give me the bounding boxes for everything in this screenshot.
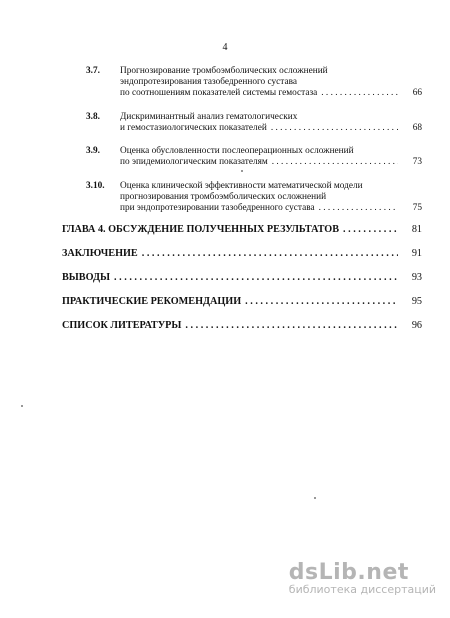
page-ref: 75 bbox=[412, 203, 422, 214]
section-title bbox=[120, 66, 422, 100]
section-title-line: прогнозирования тромбоэмболических осложнений bbox=[120, 192, 327, 203]
page-ref: 81 bbox=[411, 224, 422, 235]
section-number: 3.8. bbox=[86, 112, 100, 122]
section-title bbox=[120, 146, 422, 168]
toc-conclusion bbox=[62, 248, 422, 259]
chapter-title: СПИСОК ЛИТЕРАТУРЫ bbox=[62, 320, 182, 331]
watermark-subtitle: библиотека диссертаций bbox=[288, 583, 436, 596]
chapter-title: ГЛАВА 4. ОБСУЖДЕНИЕ ПОЛУЧЕННЫХ РЕЗУЛЬТАТОВ bbox=[62, 224, 340, 235]
section-number: 3.7. bbox=[86, 66, 100, 76]
section-number: 3.9. bbox=[86, 146, 100, 156]
page-ref: 66 bbox=[412, 88, 422, 99]
leader-dots bbox=[272, 157, 398, 168]
page-ref: 91 bbox=[411, 248, 422, 259]
watermark-logo: dsLib.net bbox=[288, 560, 409, 585]
leader-dots bbox=[185, 320, 398, 331]
section-title-line: Оценка обусловленности послеоперационных осложнений bbox=[120, 146, 354, 156]
toc-entry-3-9 bbox=[86, 146, 422, 168]
section-title-line: эндопротезирования тазобедренного сустава bbox=[120, 77, 297, 88]
page-number: 4 bbox=[222, 42, 228, 53]
leader-dots bbox=[142, 248, 398, 259]
toc-entry-3-8 bbox=[86, 112, 422, 134]
section-title bbox=[120, 112, 422, 134]
page-ref: 95 bbox=[411, 296, 422, 307]
toc-findings bbox=[62, 272, 422, 283]
page-ref: 93 bbox=[411, 272, 422, 283]
section-title bbox=[120, 181, 422, 215]
scan-speck bbox=[241, 170, 243, 172]
scan-speck bbox=[21, 405, 23, 407]
toc-entry-3-10 bbox=[86, 181, 422, 215]
section-title-line: по соотношениям показателей системы гемостаза bbox=[120, 88, 318, 99]
toc-chapter-4 bbox=[62, 224, 422, 235]
section-title-line: Оценка клинической эффективности математической модели bbox=[120, 181, 363, 191]
section-title-line: и гемостазиологических показателей bbox=[120, 123, 267, 134]
section-title-line: по эпидемиологическим показателям bbox=[120, 157, 268, 168]
chapter-title: ВЫВОДЫ bbox=[62, 272, 111, 283]
scan-speck bbox=[314, 497, 316, 499]
toc-references bbox=[62, 320, 422, 331]
leader-dots bbox=[271, 123, 398, 134]
section-number: 3.10. bbox=[86, 181, 105, 191]
leader-dots bbox=[245, 296, 398, 307]
leader-dots bbox=[114, 272, 398, 283]
section-title-line: при эндопротезировании тазобедренного сустава bbox=[120, 203, 315, 214]
leader-dots bbox=[321, 88, 398, 99]
watermark bbox=[289, 560, 436, 596]
section-title-line: Дискриминантный анализ гематологических bbox=[120, 112, 298, 122]
page-ref: 96 bbox=[411, 320, 422, 331]
toc-recommendations bbox=[62, 296, 422, 307]
toc-entry-3-7 bbox=[86, 66, 422, 100]
leader-dots bbox=[319, 203, 398, 214]
page-ref: 68 bbox=[412, 123, 422, 134]
leader-dots bbox=[343, 224, 398, 235]
chapter-title: ЗАКЛЮЧЕНИЕ bbox=[62, 248, 138, 259]
section-title-line: Прогнозирование тромбоэмболических осложнений bbox=[120, 66, 328, 76]
page-ref: 73 bbox=[412, 157, 422, 168]
chapter-title: ПРАКТИЧЕСКИЕ РЕКОМЕНДАЦИИ bbox=[62, 296, 242, 307]
